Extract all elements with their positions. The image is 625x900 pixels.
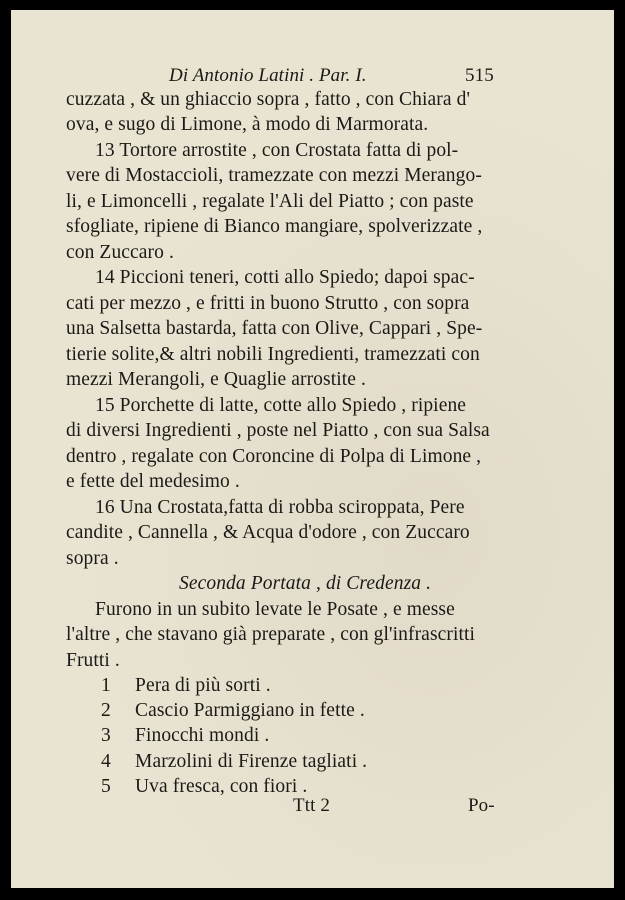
body-line: una Salsetta bastarda, fatta con Olive, Cappari , Spe- [66,318,483,339]
running-title: Di Antonio Latini . Par. I. [169,65,367,86]
body-line: ova, e sugo di Limone, à modo di Marmorata. [66,114,429,135]
body-line: sfogliate, ripiene di Bianco mangiare, spolverizzate , [66,216,483,237]
body-line: cuzzata , & un ghiaccio sopra , fatto , con Chiara d' [66,89,471,110]
intro-line: l'altre , che stavano già preparate , con gl'infrascritti [66,624,476,645]
list-item-text: Finocchi mondi . [135,725,270,746]
body-line: di diversi Ingredienti , poste nel Piatto , con sua Salsa [66,420,490,441]
list-item-number: 4 [101,751,111,772]
body-line: e fette del medesimo . [66,471,240,492]
body-line: tierie solite,& altri nobili Ingredienti, tramezzati con [66,344,480,365]
page-number: 515 [465,65,494,86]
list-item-number: 5 [101,776,111,797]
intro-line: Frutti . [66,650,120,671]
body-line: 15 Porchette di latte, cotte allo Spiedo , ripiene [95,395,467,416]
list-item-text: Uva fresca, con fiori . [135,776,308,797]
list-item-text: Cascio Parmiggiano in fette . [135,700,365,721]
catchword: Po- [468,795,495,816]
list-item-number: 3 [101,725,111,746]
body-line: 13 Tortore arrostite , con Crostata fatta di pol- [95,140,459,161]
body-line: vere di Mostaccioli, tramezzate con mezzi Merango- [66,165,482,186]
list-item-number: 2 [101,700,111,721]
list-item-number: 1 [101,675,111,696]
body-line: con Zuccaro . [66,242,174,263]
list-item-text: Marzolini di Firenze tagliati . [135,751,368,772]
body-line: li, e Limoncelli , regalate l'Ali del Piatto ; con paste [66,191,474,212]
book-page [11,10,614,888]
body-line: candite , Cannella , & Acqua d'odore , con Zuccaro [66,522,470,543]
page-text [11,10,614,888]
body-line: 16 Una Crostata,fatta di robba sciroppata, Pere [95,497,465,518]
list-item-text: Pera di più sorti . [135,675,271,696]
intro-line: Furono in un subito levate le Posate , e messe [95,599,455,620]
section-heading: Seconda Portata , di Credenza . [179,573,432,594]
body-line: mezzi Merangoli, e Quaglie arrostite . [66,369,366,390]
body-line: cati per mezzo , e fritti in buono Strutto , con sopra [66,293,470,314]
body-line: sopra . [66,548,119,569]
signature-mark: Ttt 2 [293,795,330,816]
body-line: 14 Piccioni teneri, cotti allo Spiedo; dapoi spac- [95,267,475,288]
body-line: dentro , regalate con Coroncine di Polpa di Limone , [66,446,482,467]
